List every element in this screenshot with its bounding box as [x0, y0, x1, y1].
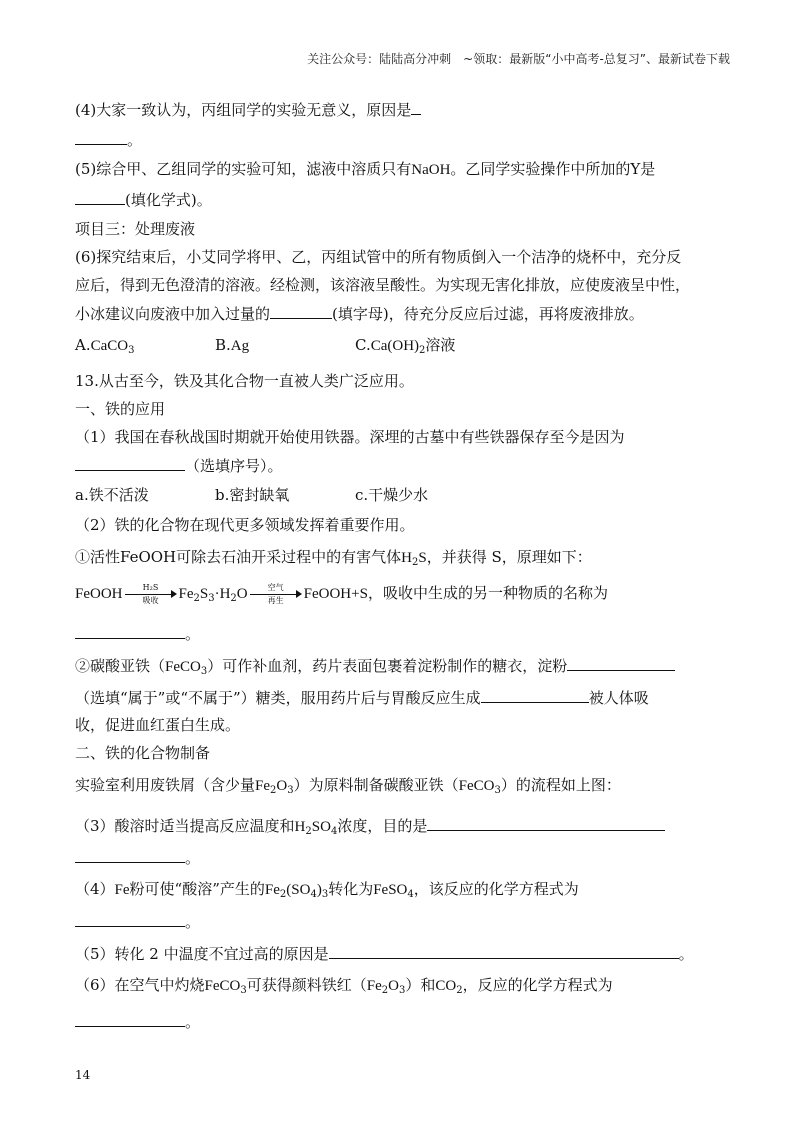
p1-line2: （选填序号）。 — [75, 454, 283, 477]
q6-line3: 小冰建议向废液中加入过量的 (填字母)，待充分反应后过滤，再将废液排放。 — [75, 302, 644, 325]
s2-line1: ②碳酸亚铁（FeCO$_3$）可作补血剂，药片表面包裹着淀粉制作的糖衣，淀粉 — [75, 654, 675, 683]
q4-line2: 。 — [75, 128, 142, 151]
q13-title: 13.从古至今，铁及其化合物一直被人类广泛应用。 — [75, 372, 414, 390]
q6-line2: 应后，得到无色澄清的溶液。经检测，该溶液呈酸性。为实现无害化排放，应使废液呈中性， — [75, 276, 691, 294]
p1-option-b: b.密封缺氧 — [215, 486, 290, 504]
q6-option-c: $C.Ca(OH)_2$溶液 — [355, 336, 456, 356]
q5-line2: (填化学式)。 — [75, 188, 212, 211]
page-number: 14 — [75, 1068, 91, 1082]
answer-blank[interactable] — [75, 622, 185, 639]
answer-blank[interactable] — [481, 686, 589, 703]
section-2-heading: 二、铁的化合物制备 — [75, 744, 211, 762]
answer-blank[interactable] — [75, 188, 125, 205]
q6-option-a: A.CaCO$_3$ — [75, 336, 135, 356]
page-header: 关注公众号：陆陆高分冲刺 ~领取：最新版“小中高考-总复习”、最新试卷下载 — [307, 52, 730, 66]
p4-answer-line: 。 — [75, 910, 200, 933]
answer-blank[interactable] — [75, 910, 185, 927]
answer-blank[interactable] — [427, 814, 665, 831]
p1-option-c: c.干燥少水 — [355, 486, 429, 504]
section-1-heading: 一、铁的应用 — [75, 400, 166, 418]
answer-blank[interactable] — [75, 846, 185, 863]
p1-option-a: a.铁不活泼 — [75, 486, 149, 504]
reaction-arrow-1: H₂S 吸收 — [125, 583, 177, 605]
q4-line: (4)大家一致认为，丙组同学的实验无意义，原因是 — [75, 98, 421, 121]
q6-line1: (6)探究结束后，小艾同学将甲、乙，丙组试管中的所有物质倒入一个洁净的烧杯中，充分反 — [75, 248, 682, 266]
q6-option-b: B.Ag — [215, 336, 250, 354]
s2-line2: （选填“属于”或“不属于”）糖类，服用药片后与胃酸反应生成 被人体吸 — [75, 686, 649, 709]
s2-line3: 收，促进血红蛋白生成。 — [75, 716, 241, 734]
p6-answer-line: 。 — [75, 1010, 200, 1033]
p3-line: （3）酸溶时适当提高反应温度和$H_2SO_4$浓度，目的是 — [75, 814, 665, 843]
reaction-arrow-2: 空气 再生 — [250, 583, 302, 605]
prep-line: 实验室利用废铁屑（含少量$Fe_2O_3$）为原料制备碳酸亚铁（FeCO$_3$）的流程如上图： — [75, 776, 621, 796]
answer-blank[interactable] — [567, 654, 675, 671]
p5-line: （5）转化 2 中温度不宜过高的原因是 。 — [75, 942, 694, 965]
answer-blank[interactable] — [75, 1010, 185, 1027]
reaction-answer-line: 。 — [75, 622, 200, 645]
answer-blank[interactable] — [270, 302, 332, 319]
s1-line: ①活性FeOOH可除去石油开采过程中的有害气体$H_2S$，并获得 S，原理如下： — [75, 548, 592, 568]
project-heading: 项目三：处理废液 — [75, 220, 196, 238]
q5-line: (5)综合甲、乙组同学的实验可知，滤液中溶质只有NaOH。乙同学实验操作中所加的Y是 — [75, 160, 656, 178]
p3-answer-line: 。 — [75, 846, 200, 869]
p4-line: （4）Fe粉可使“酸溶”产生的$Fe_2(SO_4)_3$转化为FeSO$_4$，该反应的化学方程式为 — [75, 880, 579, 900]
answer-blank[interactable] — [75, 454, 185, 471]
p6-line: （6）在空气中灼烧FeCO$_3$可获得颜料铁红$(Fe_2O_3)$和$CO_2$，反应的化学方程式为 — [75, 976, 613, 996]
answer-blank[interactable] — [411, 98, 421, 115]
answer-blank[interactable] — [75, 128, 127, 145]
p2-line: （2）铁的化合物在现代更多领域发挥着重要作用。 — [75, 516, 415, 534]
p1-line: （1）我国在春秋战国时期就开始使用铁器。深埋的古墓中有些铁器保存至今是因为 — [75, 428, 625, 446]
reaction-line: FeOOH H₂S 吸收 $Fe_2S_3\cdot H_2O$ 空气 再生 FeOOH+S，吸收中生成的另一种物质的名称为 — [75, 583, 608, 605]
answer-blank[interactable] — [329, 942, 679, 959]
